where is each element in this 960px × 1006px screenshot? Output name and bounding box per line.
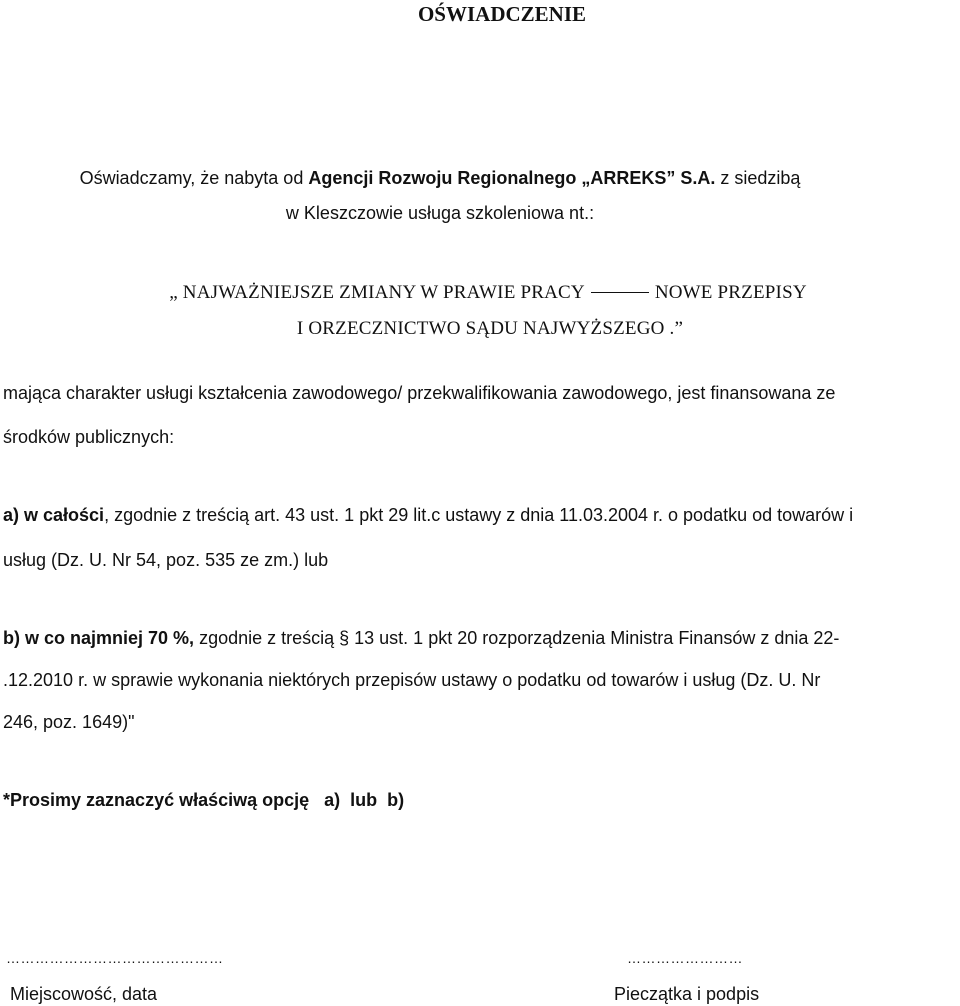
- place-date-dots: ………………………………………: [6, 950, 224, 966]
- course-title-line-2: I ORZECZNICTWO SĄDU NAJWYŻSZEGO .”: [296, 318, 684, 339]
- em-dash: [591, 292, 649, 293]
- document-title: OŚWIADCZENIE: [417, 2, 587, 26]
- character-line-2: środków publicznych:: [3, 427, 175, 447]
- intro-line-1: [0, 168, 880, 189]
- stamp-signature-label: Pieczątka i podpis: [614, 984, 760, 1004]
- character-line-1: mająca charakter usługi kształcenia zawodowego/ przekwalifikowania zawodowego, jest finansowana ze: [3, 383, 836, 403]
- intro-line-2: w Kleszczowie usługa szkoleniowa nt.:: [285, 203, 595, 223]
- instruction-text: *Prosimy zaznaczyć właściwą opcję a) lub b): [3, 790, 405, 810]
- option-b-line-2: .12.2010 r. w sprawie wykonania niektórych przepisów ustawy o podatku od towarów i usług (Dz. U. Nr: [3, 670, 821, 690]
- option-a-line-2: usług (Dz. U. Nr 54, poz. 535 ze zm.) lub: [3, 550, 329, 570]
- option-b-text: zgodnie z treścią § 13 ust. 1 pkt 20 rozporządzenia Ministra Finansów z dnia 22-: [194, 628, 840, 648]
- intro-text-start: Oświadczamy, że nabyta od: [79, 168, 309, 188]
- option-a-label: a) w całości: [3, 505, 105, 525]
- option-b-label: b) w co najmniej 70 %,: [3, 628, 195, 648]
- stamp-signature-dots: ……………………: [627, 950, 743, 966]
- option-b-line-3: 246, poz. 1649)": [3, 712, 135, 732]
- intro-text-end: z siedzibą: [715, 168, 801, 188]
- course-title-part-2: NOWE PRZEPISY: [654, 282, 807, 303]
- course-title-line-1: [0, 282, 960, 304]
- option-a-line-1: [3, 505, 853, 526]
- agency-name: Agencji Rozwoju Regionalnego „ARREKS” S.A.: [308, 168, 716, 188]
- option-b-line-1: [3, 628, 839, 649]
- option-a-text: , zgodnie z treścią art. 43 ust. 1 pkt 29 lit.c ustawy z dnia 11.03.2004 r. o podatku od towarów i: [104, 505, 854, 525]
- place-date-label: Miejscowość, data: [10, 984, 158, 1004]
- course-title-part-1: „ NAJWAŻNIEJSZE ZMIANY W PRAWIE PRACY: [169, 282, 585, 303]
